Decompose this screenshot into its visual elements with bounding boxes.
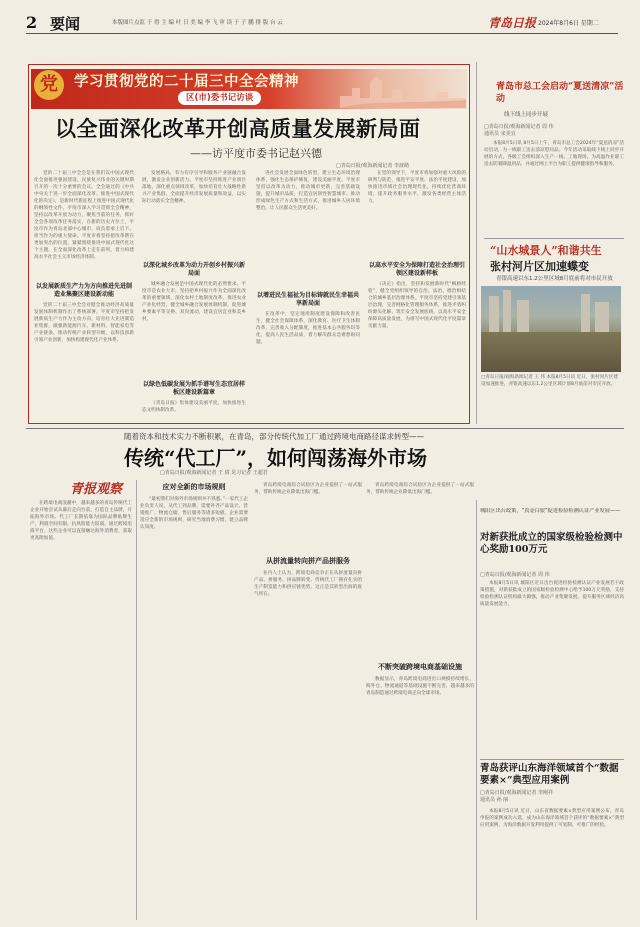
- party-emblem-icon: 党: [34, 70, 64, 100]
- band-col4-upper-text: 青岛跨境电商综合试验区为企业提供了一站式服务，帮助传统企业降低出海门槛。: [366, 483, 474, 495]
- news-subheadline-union: 线下线上同步开展: [504, 112, 549, 118]
- feature-col4-text: 在党的领导下，平度市将加强对重大风险的研判与防范，推进平安平度、法治平度建设，加快推进市域社会治理现代化，持续优化营商环境，提升政务服务水平，激发各类经营主体活力。: [368, 171, 466, 204]
- river-park-photo: [481, 286, 621, 372]
- banner-title: 学习贯彻党的二十届三中全会精神: [74, 73, 299, 90]
- city-skyline-icon: [340, 70, 466, 108]
- news-byline-union: □青岛日报/观海新闻记者 周 伟 通讯员 宋美宜: [484, 124, 554, 137]
- band-col1-text: 在跨境电商浪潮中，越来越多的青岛传统代工企业开始尝试从幕后走向台前，打造自主品牌，开拓海外市场。代工厂长期依靠为国际品牌贴牌生产，利润空间有限，抗风险能力较弱。通过跨境电商平台，这些企业可以直接触达海外消费者，获取更高附加值。: [30, 501, 132, 541]
- news-text-union: 本报8月5日讯 8月5日上午，青岛市总工会2024年“夏送清凉”活动启动，为一线职工送去清凉慰问品。今年活动采取线下线上同步开展的方式，各级工会组织深入生产一线、工地现场，为高温作业职工送去防暑降温用品，并通过网上平台为职工提供健康指导和服务。: [484, 141, 624, 167]
- feature-col2b-text: 城乡融合发展是中国式现代化的必然要求。平度市是农业大市，坚持把乡村振兴作为全面深化改革的重要领域，深化农村土地制度改革，推进农业产业化经营，健全城乡融合发展体制机制，促进城乡要素平等交换、双向流动，建设宜居宜业和美乡村。: [142, 282, 246, 322]
- band-col4-heading: 不断突破跨境电商基础设施: [378, 662, 462, 671]
- feature-col4b-text: 《决定》指出，坚持和发展新时代“枫桥经验”，健全党组织领导的自治、法治、德治相结合的城乡基层治理体系。平度市坚持党建引领基层治理，完善网格化管理服务体系，推进矛盾纠纷源头化解，筑牢安全发展底线，以高水平安全保障高质量发展，为谱写中国式现代化平度篇章贡献力量。: [368, 282, 466, 329]
- issue-date: 2024年8月6日 星期二: [538, 20, 599, 27]
- editor-credits: 本版图片点监 于 得 主 编 叶 日 美 编 李 飞 审 读 于 子 鹏 排 版 台 云: [112, 20, 283, 26]
- page-number: 2: [26, 13, 38, 32]
- newspaper-logo: 青岛日报: [488, 16, 537, 30]
- news-headline-inspection: 对新获批成立的国家级检验检测中心奖励100万元: [480, 532, 623, 555]
- news-text-data: 本报8月5日讯 近日，山东省数据要素×典型应用案例公布，青岛申报的案例成功入选，成为山东海洋领域首个获评的“数据要素×”典型应用案例，为海洋数据开发利用提供了可复制、可推广的经验。: [480, 809, 624, 828]
- divider: [480, 759, 624, 760]
- section-divider: [26, 428, 624, 429]
- feature-byline: □青岛日报/观海新闻记者 李波绪: [336, 163, 409, 169]
- feature-col3b-text: 在改革中，坚定地用制度建设保障和改善民生，健全社会保障体系，深化教育、医疗卫生体制改革，完善收入分配制度，推进基本公共服务均等化，提高人民生活品质，着力解决群众急难愁盼问题。: [256, 312, 360, 345]
- feature-section-heading-a: 以发展新质生产力为方向推进先进制造业集聚区建设新动能: [35, 283, 132, 298]
- banner-tag: 区(市)委书记访谈: [178, 91, 261, 105]
- column-divider: [476, 500, 477, 920]
- news-byline-inspection: □青岛日报/观海新闻记者 周 伟: [480, 572, 550, 578]
- news-intro-inspection: 城阳区出台政策，“真金白银”促进检验检测认证产业发展——: [480, 508, 621, 514]
- news-subheadline-zhangcun: 青银高速以东1.2公里区域8月底前将对市民开放: [496, 276, 613, 282]
- feature-section-heading-d: 以增进民生福祉为目标铸就民生幸福共享新局面: [256, 292, 359, 307]
- news-headline-union: 青岛市总工会启动“夏送清凉”活动: [496, 82, 624, 104]
- news-byline-data: □青岛日报/观海新闻记者 李刚祥 通讯员 孙 丽: [480, 790, 553, 803]
- page-header: [26, 12, 618, 34]
- band-col4-text: 数据显示，青岛跨境电商进出口规模持续增长，海外仓、物流通道等基础设施不断完善，越来越多的青岛制造通过跨境电商走向全球市场。: [366, 677, 474, 696]
- feature-col2c-text: 《青岛日报》集体建设美丽平度，加快推进生态文明体制改革。: [142, 401, 246, 413]
- band-title: 传统“代工厂”，如何闯荡海外市场: [124, 446, 428, 470]
- news-slogan-zhangcun: “山水城景人”和谐共生: [490, 244, 602, 257]
- news-headline-data: 青岛获评山东海洋领域首个“数据要素×”典型应用案例: [480, 763, 619, 786]
- band-col3b-text: 业内人士认为，跨境电商竞争正在从拼流量向拼产品、拼服务、拼品牌转变。传统代工厂拥有扎实的生产制造能力和供应链优势，这正是其转型出海的底气所在。: [254, 571, 362, 597]
- photo-caption: □青岛日报/观海新闻记者 王 伟 本报8月5日讯 近日，张村河片区建设加速推进，青银高速以东1.2公里区域计划8月底前对市民开放。: [481, 375, 619, 387]
- band-byline: □青岛日报/观海新闻记者 王 倩 见习记者 王超君: [160, 470, 268, 476]
- feature-col1b-text: 党的二十届三中全会对健全推动经济高质量发展体制机制作出了系统部署。平度市坚持把发展新质生产力作为主攻方向，培育壮大先进制造业集群，做强新能源汽车、新材料、智能家电等产业链条，推动传统产业转型升级，以科技创新引领产业创新，加快构建现代化产业体系。: [34, 303, 134, 343]
- column-divider: [476, 62, 477, 424]
- band-subtitle: 随着资本和技术实力不断积累，在青岛，部分传统代加工厂通过跨境电商路径谋求转型——: [124, 432, 424, 441]
- news-headline-zhangcun: 张村河片区加速蝶变: [490, 260, 589, 273]
- band-col2-heading: 应对全新的市场规则: [162, 482, 226, 491]
- column-logo: 青报观察: [70, 482, 123, 497]
- band-col3-heading: 从拼流量转向拼产品拼服务: [266, 556, 350, 565]
- feature-section-heading-c: 以绿色低碳发展为抓手谱写生态宜居样板区建设新篇章: [142, 381, 245, 396]
- column-divider: [136, 480, 137, 920]
- band-col3-text: 青岛跨境电商综合试验区为企业提供了一站式服务，帮助传统企业降低出海门槛。: [254, 483, 362, 495]
- feature-title: 以全面深化改革开创高质量发展新局面: [55, 116, 421, 141]
- feature-subtitle: ——访平度市委书记赵兴德: [190, 147, 322, 160]
- feature-col2-text: 发展格局，有力有序引导和服务产业链融合发展，激发企业创新活力。平度市坚持推进产业项目落地，深化重点领域改革，加快培育壮大战略性新兴产业集群，全面提升经济发展质量和效益，以实际行动落实全会精神。: [142, 171, 246, 204]
- divider: [484, 238, 624, 239]
- feature-section-heading-e: 以高水平安全为保障打造社会治理引领区建设新样板: [368, 262, 465, 277]
- feature-col1-text: 党的二十届三中全会是在我们以中国式现代化全面推进强国建设、民族复兴伟业的关键时期召开的一次十分重要的会议。全会通过的《中共中央关于进一步全面深化改革、推进中国式现代化的决定》，是新时代新征程上推进中国式现代化的纲领性文件。平度市深入学习贯彻全会精神，坚持以改革开放为动力，聚焦当前的任务，抓好全会各项改革任务落实。在新的历史方位上，平度市作为青岛北部中心城市，肩负着承上启下、担当作为的重大使命。平度市将坚持把改革摆在更加突出的位置，紧紧围绕推进中国式现代化这个主题，在全面深化改革上走在前列，着力构建高水平社会主义市场经济体制。: [34, 171, 134, 260]
- feature-section-heading-b: 以深化城乡改革为动力开创乡村振兴新局面: [142, 262, 245, 277]
- news-text-inspection: 本报8月5日讯 城阳区近日出台促进检验检测认证产业发展若干政策措施，对新获批成立的国家级检验检测中心给予100万元奖励，支持检验检测认证机构做大做强，推动产业集聚发展，提升服务区域经济高质量发展能力。: [480, 581, 624, 607]
- section-title: 要闻: [50, 15, 81, 33]
- band-col2-text: “最初我们对海外市场规则并不熟悉。”一家代工企业负责人说，从代工到品牌，需要补齐产品设计、营销推广、物流仓储、售后服务等诸多短板。企业需要适应全新的市场规则，研究当地消费习惯，建立品牌认知度。: [140, 497, 248, 530]
- feature-col3-text: 进社会发展全面绿色转型，建立生态环境治理体系，强化生态保护修复，建设美丽平度。平度市坚持以改革为动力，推动城市更新，完善基础设施，提升城市品质，打造宜居韧性智慧城市。推动形成绿色生产方式和生活方式，推进城乡人居环境整治，让人民群众生活更美好。: [256, 171, 360, 211]
